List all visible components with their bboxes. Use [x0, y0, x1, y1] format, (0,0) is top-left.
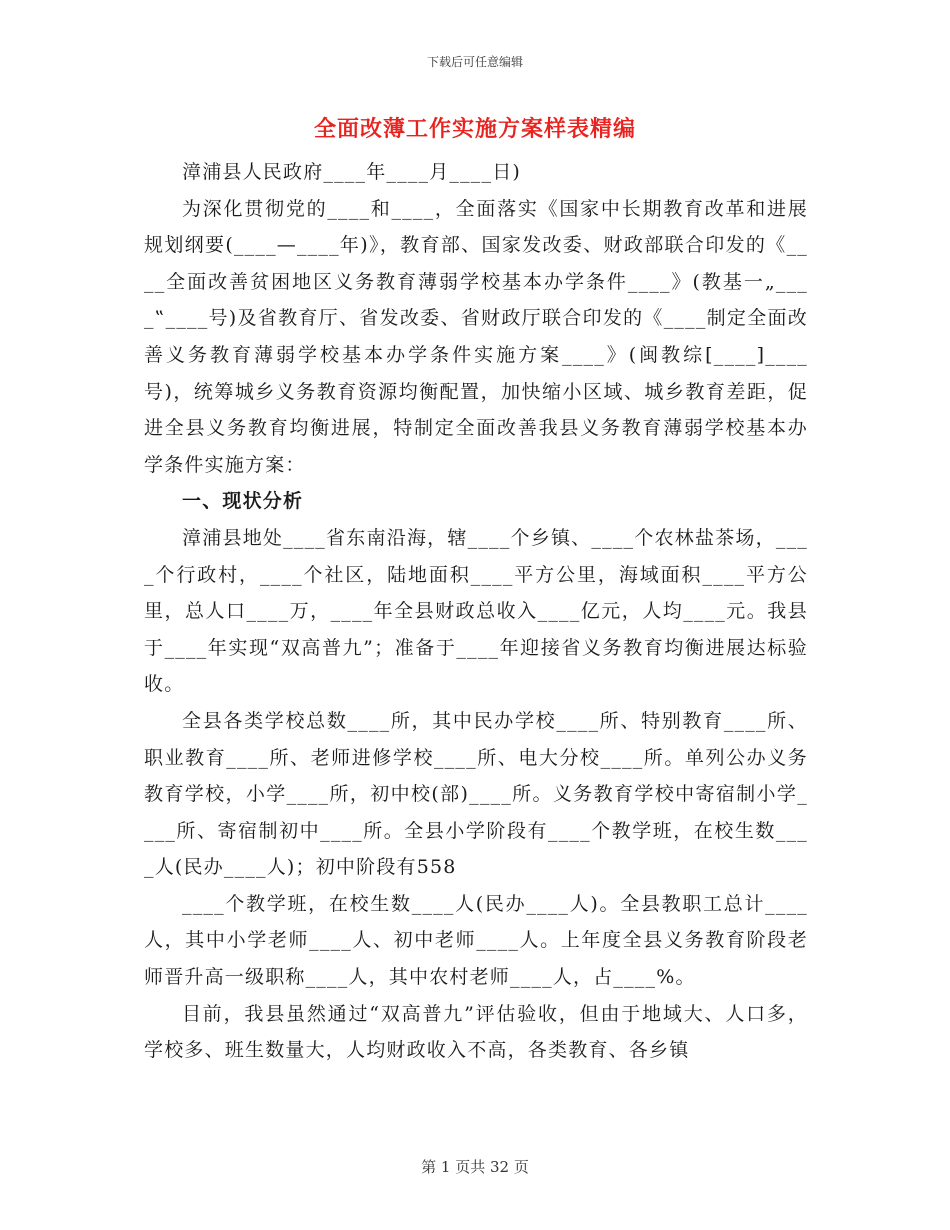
paragraph-intro: 为深化贯彻党的____和____，全面落实《国家中长期教育改革和进展规划纲要(____—____年)》，教育部、国家发改委、财政部联合印发的《____全面改善贫困地区义务教育薄弱学校基本办学条件____》(教基一„____‟____号)及省教育厅、省发改委、省财政厅联合印发的《____制定全面改善义务教育薄弱学校基本办学条件实施方案____》(闽教综[____]____号)，统筹城乡义务教育资源均衡配置，加快缩小区域、城乡教育差距，促进全县义务教育均衡进展，特制定全面改善我县义务教育薄弱学校基本办学条件实施方案：	[144, 197, 808, 476]
paragraph-school-counts: 全县各类学校总数____所，其中民办学校____所、特别教育____所、职业教育____所、老师进修学校____所、电大分校____所。单列公办义务教育学校，小学____所，初中校(部)____所。义务教育学校中寄宿制小学____所、寄宿制初中____所。全县小学阶段有____个教学班，在校生数____人(民办____人)；初中阶段有558	[144, 709, 808, 879]
paragraph-staff-counts: ____个教学班，在校生数____人(民办____人)。全县教职工总计____人，其中小学老师____人、初中老师____人。上年度全县义务教育阶段老师晋升高一级职称____人，其中农村老师____人，占____%。	[144, 892, 808, 989]
section-heading-status: 一、现状分析	[182, 490, 304, 513]
header-note: 下载后可任意编辑	[426, 55, 523, 69]
paragraph-date-line: 漳浦县人民政府____年____月____日)	[182, 161, 522, 183]
document-title: 全面改薄工作实施方案样表精编	[313, 116, 636, 142]
paragraph-county-overview: 漳浦县地处____省东南沿海，辖____个乡镇、____个农林盐茶场，____个行政村，____个社区，陆地面积____平方公里，海域面积____平方公里，总人口____万，____年全县财政总收入____亿元，人均____元。我县于____年实现“双高普九”；准备于____年迎接省义务教育均衡进展达标验收。	[144, 526, 808, 696]
paragraph-current-situation: 目前，我县虽然通过“双高普九”评估验收，但由于地域大、人口多，学校多、班生数量大，人均财政收入不高，各类教育、各乡镇	[144, 1002, 808, 1062]
document-body	[144, 154, 808, 1069]
page-number: 第 1 页共 32 页	[421, 1158, 529, 1176]
